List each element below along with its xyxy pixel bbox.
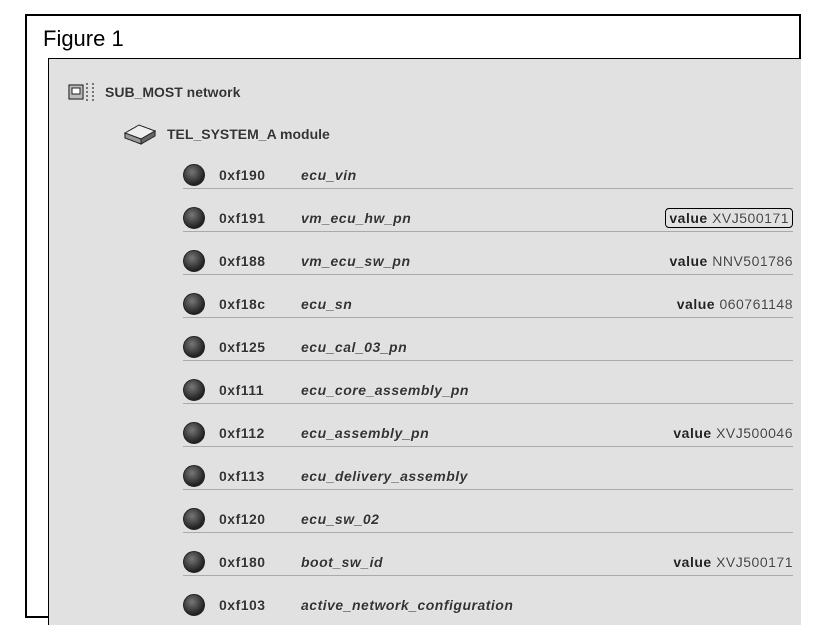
param-id: 0xf120 bbox=[219, 511, 266, 527]
parameter-icon bbox=[183, 164, 205, 186]
tree-node-module[interactable] bbox=[123, 121, 773, 147]
value-text: NNV501786 bbox=[712, 253, 793, 269]
param-name: ecu_cal_03_pn bbox=[301, 339, 408, 355]
parameter-icon bbox=[183, 551, 205, 573]
value-label: value bbox=[676, 296, 720, 312]
param-value[interactable] bbox=[665, 208, 793, 228]
module-icon bbox=[123, 121, 159, 147]
tree-node-network[interactable] bbox=[67, 79, 767, 105]
param-name: ecu_sw_02 bbox=[301, 511, 380, 527]
module-label: TEL_SYSTEM_A module bbox=[167, 126, 330, 142]
param-value[interactable] bbox=[673, 554, 793, 570]
param-id: 0xf180 bbox=[219, 554, 266, 570]
parameter-icon bbox=[183, 336, 205, 358]
parameter-icon bbox=[183, 293, 205, 315]
param-id: 0xf18c bbox=[219, 296, 266, 312]
parameter-icon bbox=[183, 594, 205, 616]
param-id: 0xf188 bbox=[219, 253, 266, 269]
param-row[interactable] bbox=[183, 162, 793, 189]
param-id: 0xf103 bbox=[219, 597, 266, 613]
network-label: SUB_MOST network bbox=[105, 84, 241, 100]
param-name: boot_sw_id bbox=[301, 554, 384, 570]
parameter-icon bbox=[183, 379, 205, 401]
value-label: value bbox=[669, 210, 713, 226]
param-name: ecu_sn bbox=[301, 296, 353, 312]
value-text: XVJ500171 bbox=[712, 210, 789, 226]
param-row[interactable] bbox=[183, 506, 793, 533]
param-row[interactable] bbox=[183, 291, 793, 318]
parameter-icon bbox=[183, 250, 205, 272]
param-row[interactable] bbox=[183, 248, 793, 275]
figure-frame bbox=[25, 14, 801, 618]
param-id: 0xf112 bbox=[219, 425, 265, 441]
param-name: active_network_configuration bbox=[301, 597, 514, 613]
value-label: value bbox=[673, 425, 717, 441]
param-row[interactable] bbox=[183, 463, 793, 490]
param-name: ecu_delivery_assembly bbox=[301, 468, 468, 484]
parameter-icon bbox=[183, 465, 205, 487]
param-name: ecu_core_assembly_pn bbox=[301, 382, 469, 398]
param-row[interactable] bbox=[183, 334, 793, 361]
param-name: vm_ecu_sw_pn bbox=[301, 253, 411, 269]
param-id: 0xf125 bbox=[219, 339, 266, 355]
param-name: ecu_assembly_pn bbox=[301, 425, 430, 441]
value-text: 060761148 bbox=[719, 296, 793, 312]
value-text: XVJ500171 bbox=[716, 554, 793, 570]
param-id: 0xf113 bbox=[219, 468, 265, 484]
param-row[interactable] bbox=[183, 592, 793, 618]
param-id: 0xf111 bbox=[219, 382, 265, 398]
value-label: value bbox=[669, 253, 713, 269]
param-row[interactable] bbox=[183, 377, 793, 404]
parameter-icon bbox=[183, 508, 205, 530]
param-value[interactable] bbox=[677, 296, 793, 312]
network-icon bbox=[67, 79, 99, 105]
value-label: value bbox=[673, 554, 717, 570]
param-row[interactable] bbox=[183, 205, 793, 232]
param-value[interactable] bbox=[673, 425, 793, 441]
parameter-icon bbox=[183, 207, 205, 229]
param-row[interactable] bbox=[183, 549, 793, 576]
param-id: 0xf191 bbox=[219, 210, 266, 226]
param-name: vm_ecu_hw_pn bbox=[301, 210, 412, 226]
param-name: ecu_vin bbox=[301, 167, 357, 183]
value-text: XVJ500046 bbox=[716, 425, 793, 441]
param-id: 0xf190 bbox=[219, 167, 266, 183]
figure-title: Figure 1 bbox=[43, 26, 124, 51]
param-value[interactable] bbox=[670, 253, 793, 269]
param-row[interactable] bbox=[183, 420, 793, 447]
tree-view[interactable] bbox=[48, 58, 801, 625]
parameter-icon bbox=[183, 422, 205, 444]
